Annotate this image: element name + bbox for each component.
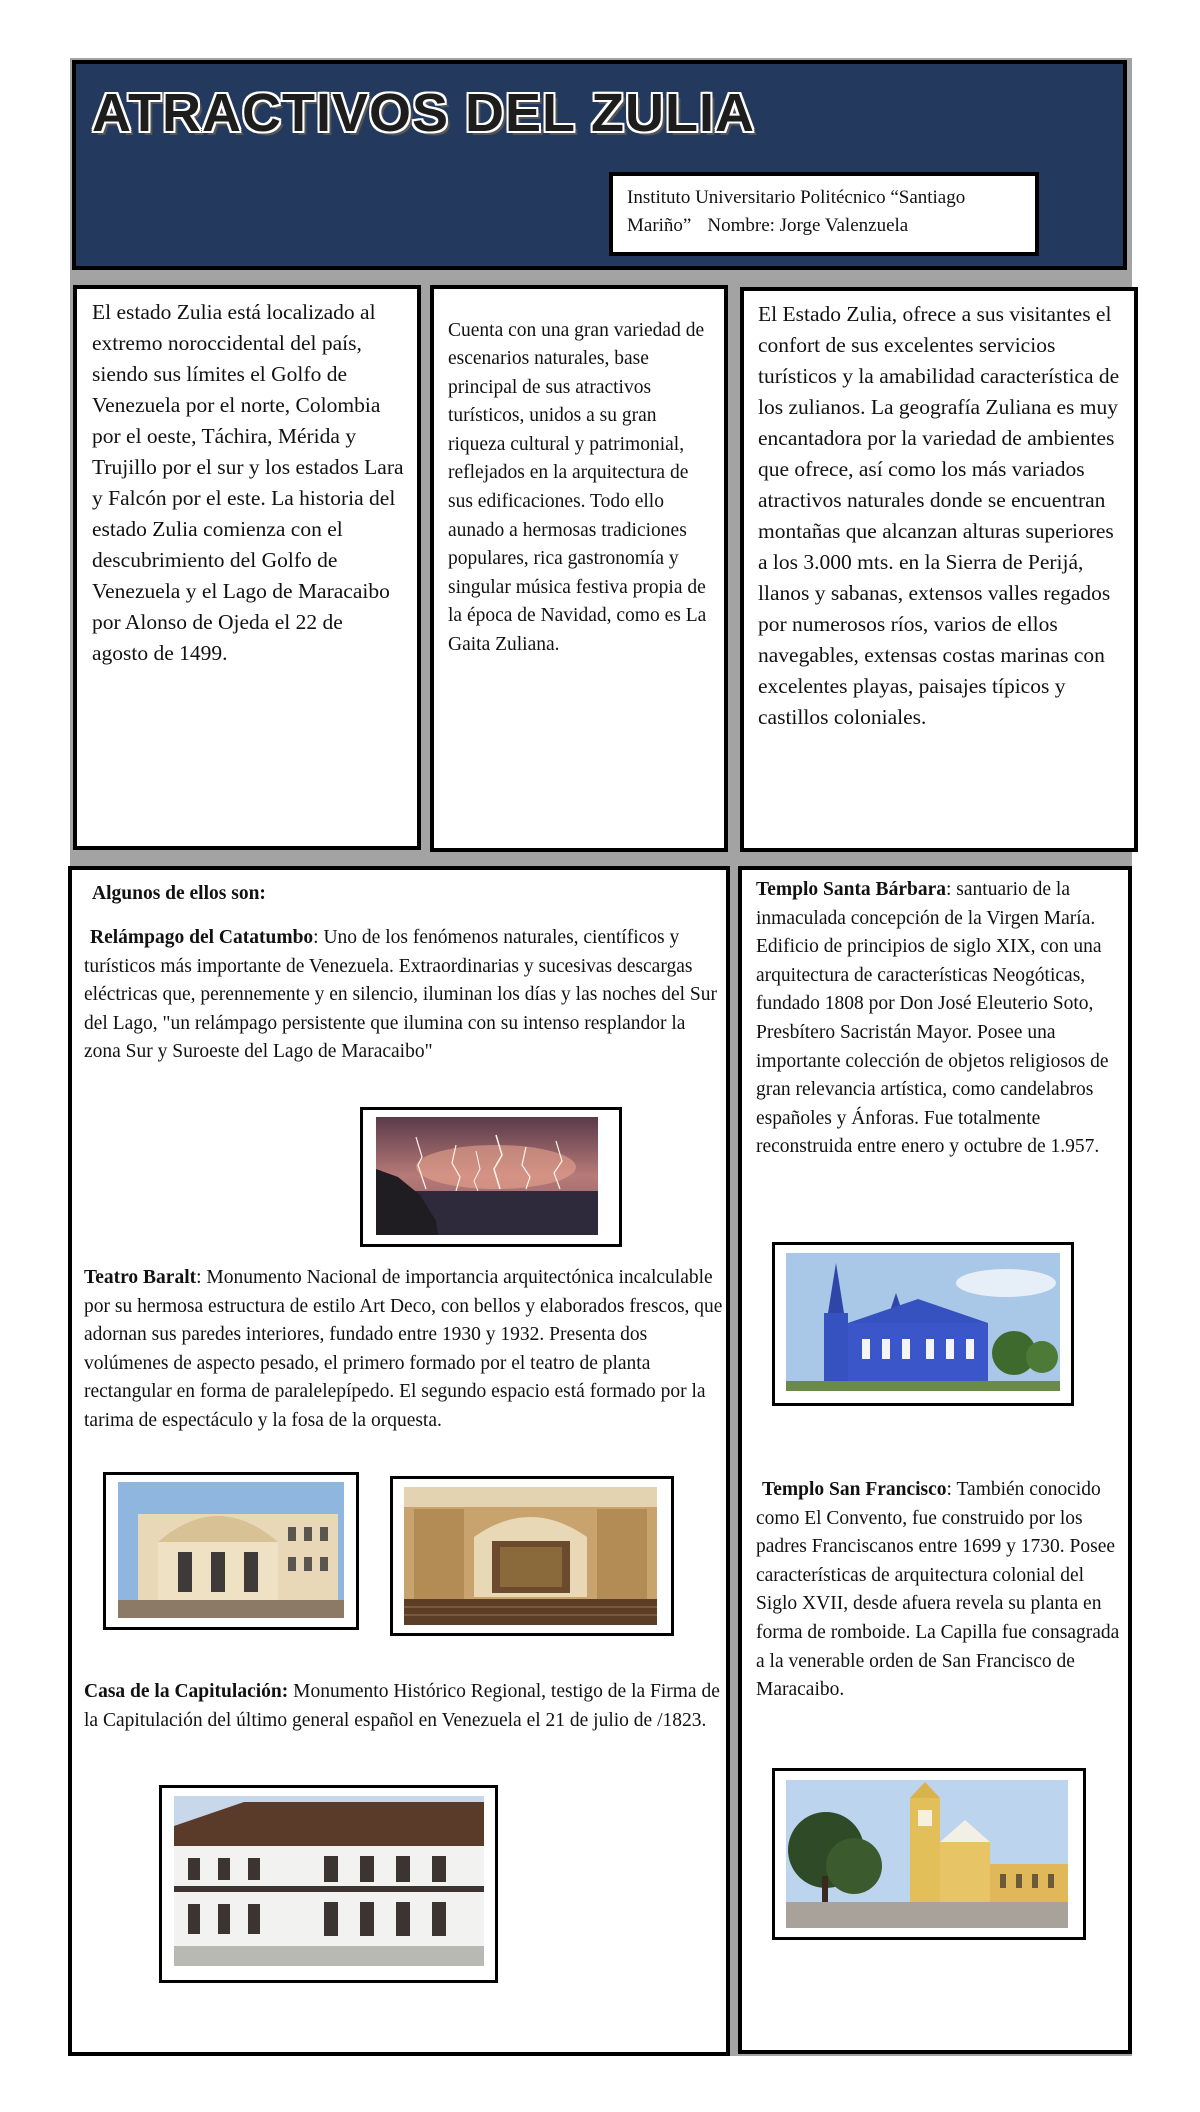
intro-right-text: El Estado Zulia, ofrece a sus visitantes el confort de sus excelentes servicios turísticos y la amabilidad característica de los zulianos. La geografía Zuliana es muy encantadora por la variedad de ambientes que ofrece, así como los más variados atractivos naturales donde se encuentran montañas que alcanzan alturas superiores a los 3.000 mts. en la Sierra de Perijá, llanos y sabanas, extensos valles regados por numerosos ríos, varios de ellos navegables, extensas costas marinas con excelentes playas, paisajes típicos y castillos coloniales. — [758, 302, 1120, 729]
teatro-baralt-interior-photo — [404, 1487, 657, 1625]
author-box — [609, 172, 1039, 256]
capitulacion-section — [84, 1678, 724, 1735]
teatro-baralt-exterior-photo — [118, 1482, 344, 1618]
institute-name: Instituto Universitario Politécnico “Santiago Mariño” — [627, 187, 966, 236]
capitulacion-title: Casa de la Capitulación: — [84, 1681, 289, 1702]
header-banner — [72, 60, 1127, 270]
templo-santa-barbara-photo — [786, 1253, 1060, 1391]
teatro-baralt-title: Teatro Baralt — [84, 1267, 197, 1288]
templo-san-francisco-photo — [786, 1780, 1068, 1928]
san-francisco-section — [756, 1476, 1128, 1705]
attractions-heading: Algunos de ellos son: — [92, 883, 266, 904]
santa-barbara-section — [756, 876, 1128, 1162]
intro-left-text: El estado Zulia está localizado al extremo noroccidental del país, siendo sus límites el Golfo de Venezuela por el norte, Colombia por el oeste, Táchira, Mérida y Trujillo por el sur y los estados Lara y Falcón por el este. La historia del estado Zulia comienza con el descubrimiento del Golfo de Venezuela y el Lago de Maracaibo por Alonso de Ojeda el 22 de agosto de 1499. — [92, 300, 404, 665]
catatumbo-section — [84, 924, 724, 1067]
san-francisco-text: : También conocido como El Convento, fue construido por los padres Franciscanos entre 1699 y 1730. Posee características de arquitectura colonial del Siglo XVII, desde afuera revela su planta en forma de romboide. La Capilla fue consagrada a la venerable orden de San Francisco de Maracaibo. — [756, 1479, 1120, 1701]
intro-left-box — [73, 285, 421, 850]
san-francisco-title: Templo San Francisco — [762, 1479, 947, 1500]
catatumbo-text: : Uno de los fenómenos naturales, científicos y turísticos más importante de Venezuela. Extraordinarias y sucesivas descargas eléctricas que, perennemente y en silencio, iluminan los días y las noches del Sur del Lago, "un relámpago persistente que ilumina con su intenso resplandor la zona Sur y Suroeste del Lago de Maracaibo" — [84, 927, 718, 1063]
santa-barbara-title: Templo Santa Bárbara — [756, 879, 946, 900]
teatro-baralt-section — [84, 1264, 724, 1436]
teatro-baralt-text: : Monumento Nacional de importancia arquitectónica incalculable por su hermosa estructura de estilo Art Deco, con bellos y elaborados frescos, que adornan sus paredes interiores, fundado entre 1930 y 1932. Presenta dos volúmenes de aspecto pesado, el primero formado por el teatro de planta rectangular en forma de paralelepípedo. El segundo espacio está formado por la tarima de espectáculo y la fosa de la orquesta. — [84, 1267, 723, 1431]
intro-middle-box — [430, 285, 728, 852]
casa-capitulacion-photo — [174, 1796, 484, 1966]
author-name: Nombre: Jorge Valenzuela — [707, 215, 909, 236]
catatumbo-title: Relámpago del Catatumbo — [90, 927, 314, 948]
santa-barbara-text: : santuario de la inmaculada concepción de la Virgen María. Edificio de principios de siglo XIX, con una arquitectura de características Neogóticas, fundado 1808 por Don José Eleuterio Soto, Presbítero Sacristán Mayor. Posee una importante colección de objetos religiosos de gran relevancia artística, como candelabros españoles y Ánforas. Fue totalmente reconstruida entre enero y octubre de 1.957. — [756, 879, 1109, 1158]
intro-right-box — [740, 287, 1138, 852]
catatumbo-lightning-photo — [376, 1117, 598, 1235]
capitulacion-text: Monumento Histórico Regional, testigo de la Firma de la Capitulación del último general español en Venezuela el 21 de julio de /1823. — [84, 1681, 720, 1731]
intro-middle-text: Cuenta con una gran variedad de escenarios naturales, base principal de sus atractivos turísticos, unidos a su gran riqueza cultural y patrimonial, reflejados en la arquitectura de sus edificaciones. Todo ello aunado a hermosas tradiciones populares, rica gastronomía y singular música festiva propia de la época de Navidad, como es La Gaita Zuliana. — [448, 319, 707, 656]
page-title: ATRACTIVOS DEL ZULIA — [92, 83, 755, 143]
